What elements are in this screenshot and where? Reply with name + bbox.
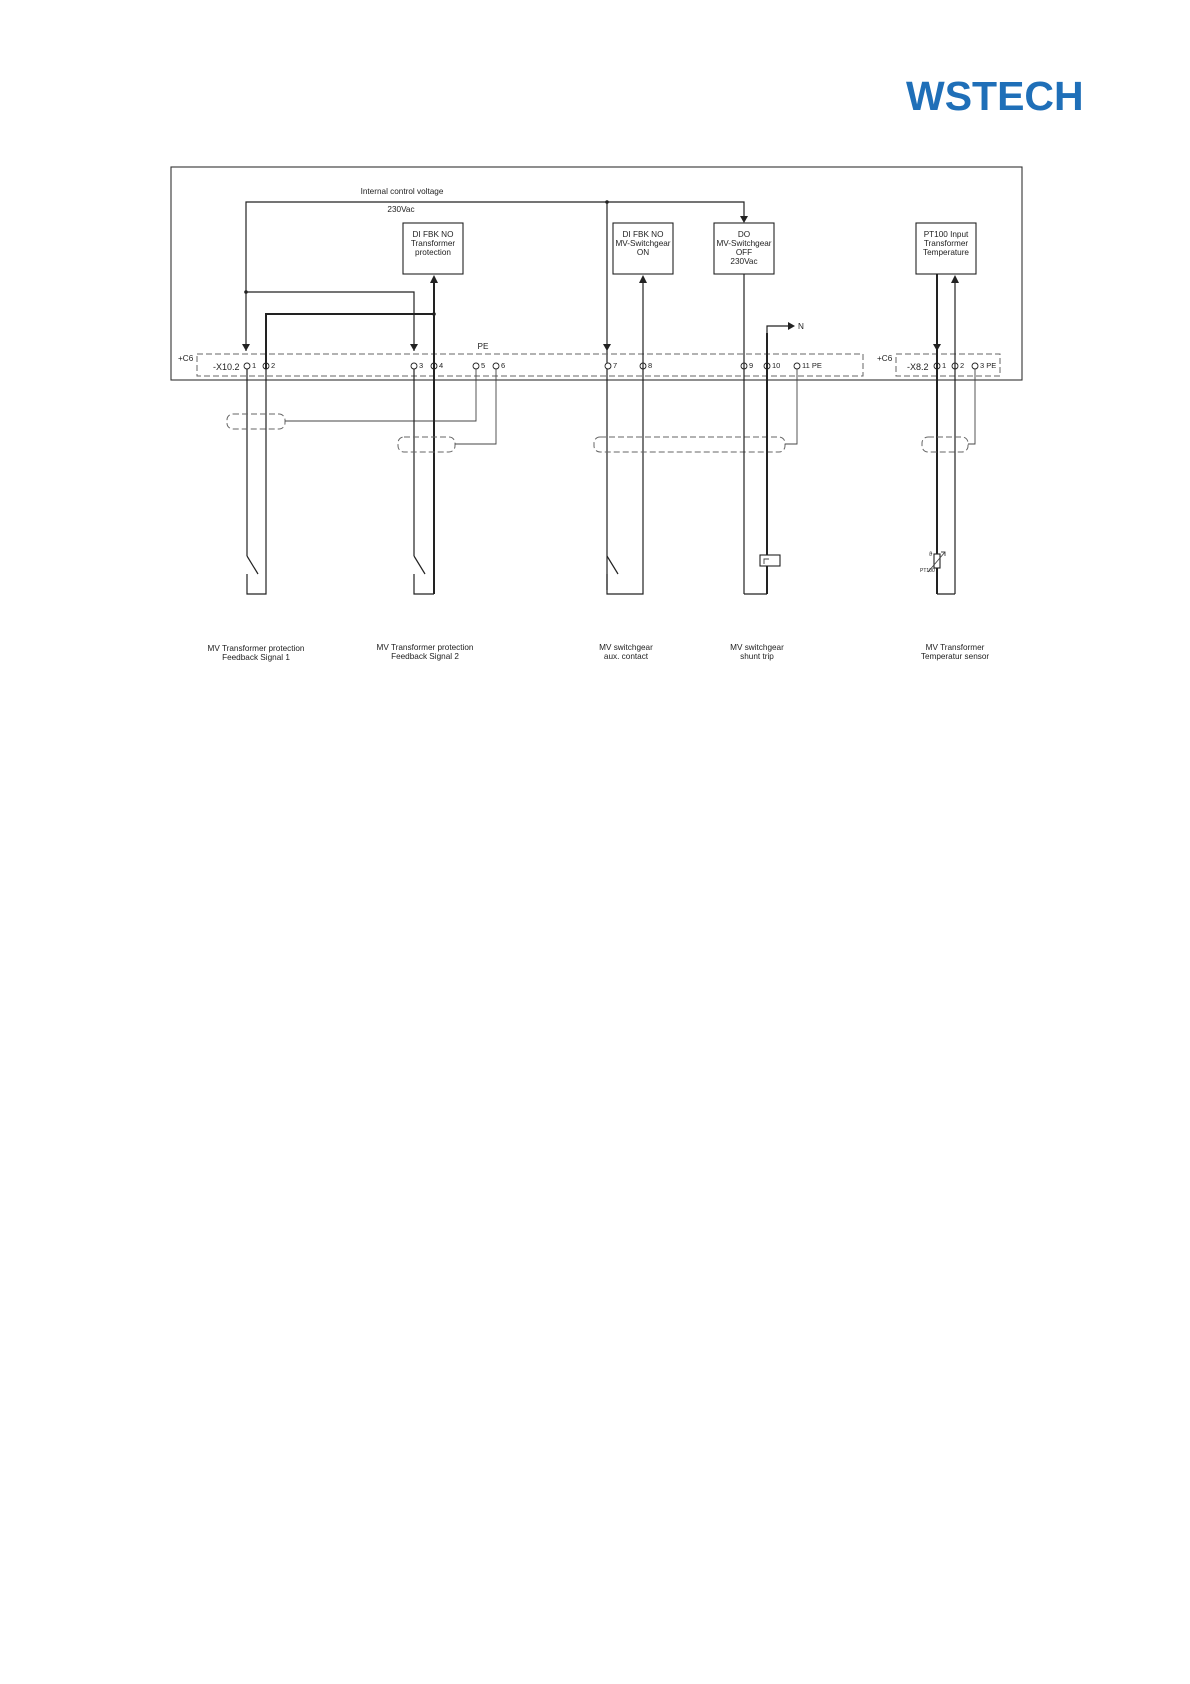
io-box-line: MV-Switchgear xyxy=(716,239,772,248)
io-box-line: OFF xyxy=(735,248,753,257)
field-device-line: MV Transformer protection xyxy=(376,643,474,652)
field-device-line: Feedback Signal 2 xyxy=(391,652,459,661)
terminal-number: 3 PE xyxy=(980,361,997,370)
strip-location-label: +C6 xyxy=(877,354,893,363)
shunt-trip-coil xyxy=(760,555,780,566)
terminal-number: 3 xyxy=(419,361,424,370)
cable-shield xyxy=(398,437,455,452)
circuit-pt100 xyxy=(920,274,975,594)
io-box-di-switchgear xyxy=(613,223,673,274)
theta-label: ϑ xyxy=(929,552,933,558)
terminal-number: 2 xyxy=(960,361,965,370)
io-box-line: protection xyxy=(415,248,451,257)
control-voltage-label: Internal control voltage xyxy=(360,187,444,196)
field-device-label xyxy=(377,643,474,661)
field-device-line: aux. contact xyxy=(603,652,649,661)
io-box-di-transformer xyxy=(403,223,463,274)
field-device-line: Temperatur sensor xyxy=(920,652,990,661)
io-box-do-switchgear xyxy=(714,223,774,274)
field-device-line: MV switchgear xyxy=(730,643,784,652)
field-device-line: MV Transformer xyxy=(925,643,985,652)
terminal-number: 7 xyxy=(613,361,618,370)
control-voltage-value: 230Vac xyxy=(387,205,415,214)
pt100-label: PT100 xyxy=(920,568,935,574)
field-device-line: MV switchgear xyxy=(599,643,653,652)
terminals-x8-2 xyxy=(934,361,996,370)
terminal-number: 9 xyxy=(749,361,754,370)
terminal-number: 1 xyxy=(942,361,947,370)
io-box-line: ON xyxy=(636,248,650,257)
pe-label: PE xyxy=(477,342,489,351)
strip-location-label: +C6 xyxy=(178,354,194,363)
field-device-label xyxy=(599,643,653,661)
io-box-line: Temperature xyxy=(923,248,969,257)
terminal-number: 8 xyxy=(648,361,653,370)
io-box-line: DI FBK NO xyxy=(412,230,454,239)
terminal-strip-x10-2 xyxy=(197,354,863,376)
field-device-label xyxy=(921,643,990,661)
terminal-number: 5 xyxy=(481,361,486,370)
io-box-line: PT100 Input xyxy=(923,230,969,239)
field-device-line: shunt trip xyxy=(740,652,774,661)
strip-name-label: -X10.2 xyxy=(213,362,240,372)
circuit-switchgear-shunt-trip xyxy=(744,274,804,594)
neutral-label: N xyxy=(798,322,804,331)
io-box-line: Transformer xyxy=(923,239,969,248)
cabinet-frame xyxy=(171,167,1022,380)
circuit-feedback-signal-2 xyxy=(398,275,496,594)
io-box-line: DO xyxy=(737,230,751,239)
terminals-x10-2 xyxy=(244,361,822,370)
field-device-line: Feedback Signal 1 xyxy=(222,653,290,662)
cable-shield xyxy=(227,414,285,429)
io-box-line: Transformer xyxy=(410,239,456,248)
io-box-line: MV-Switchgear xyxy=(615,239,671,248)
company-logo: WSTECH xyxy=(906,73,1084,119)
terminal-number: 6 xyxy=(501,361,506,370)
io-box-line: 230Vac xyxy=(730,257,758,266)
terminal-number: 10 xyxy=(772,361,781,370)
terminal-number: 1 xyxy=(252,361,257,370)
field-device-label xyxy=(730,643,784,661)
terminal-number: 2 xyxy=(271,361,276,370)
cable-shield xyxy=(922,437,968,452)
terminal-number: 11 PE xyxy=(802,361,822,370)
field-device-line: MV Transformer protection xyxy=(207,644,305,653)
io-box-pt100 xyxy=(916,223,976,274)
io-box-line: DI FBK NO xyxy=(622,230,664,239)
field-device-label xyxy=(208,644,305,662)
strip-name-label: -X8.2 xyxy=(907,362,929,372)
terminal-number: 4 xyxy=(439,361,444,370)
cable-shield xyxy=(594,437,785,452)
